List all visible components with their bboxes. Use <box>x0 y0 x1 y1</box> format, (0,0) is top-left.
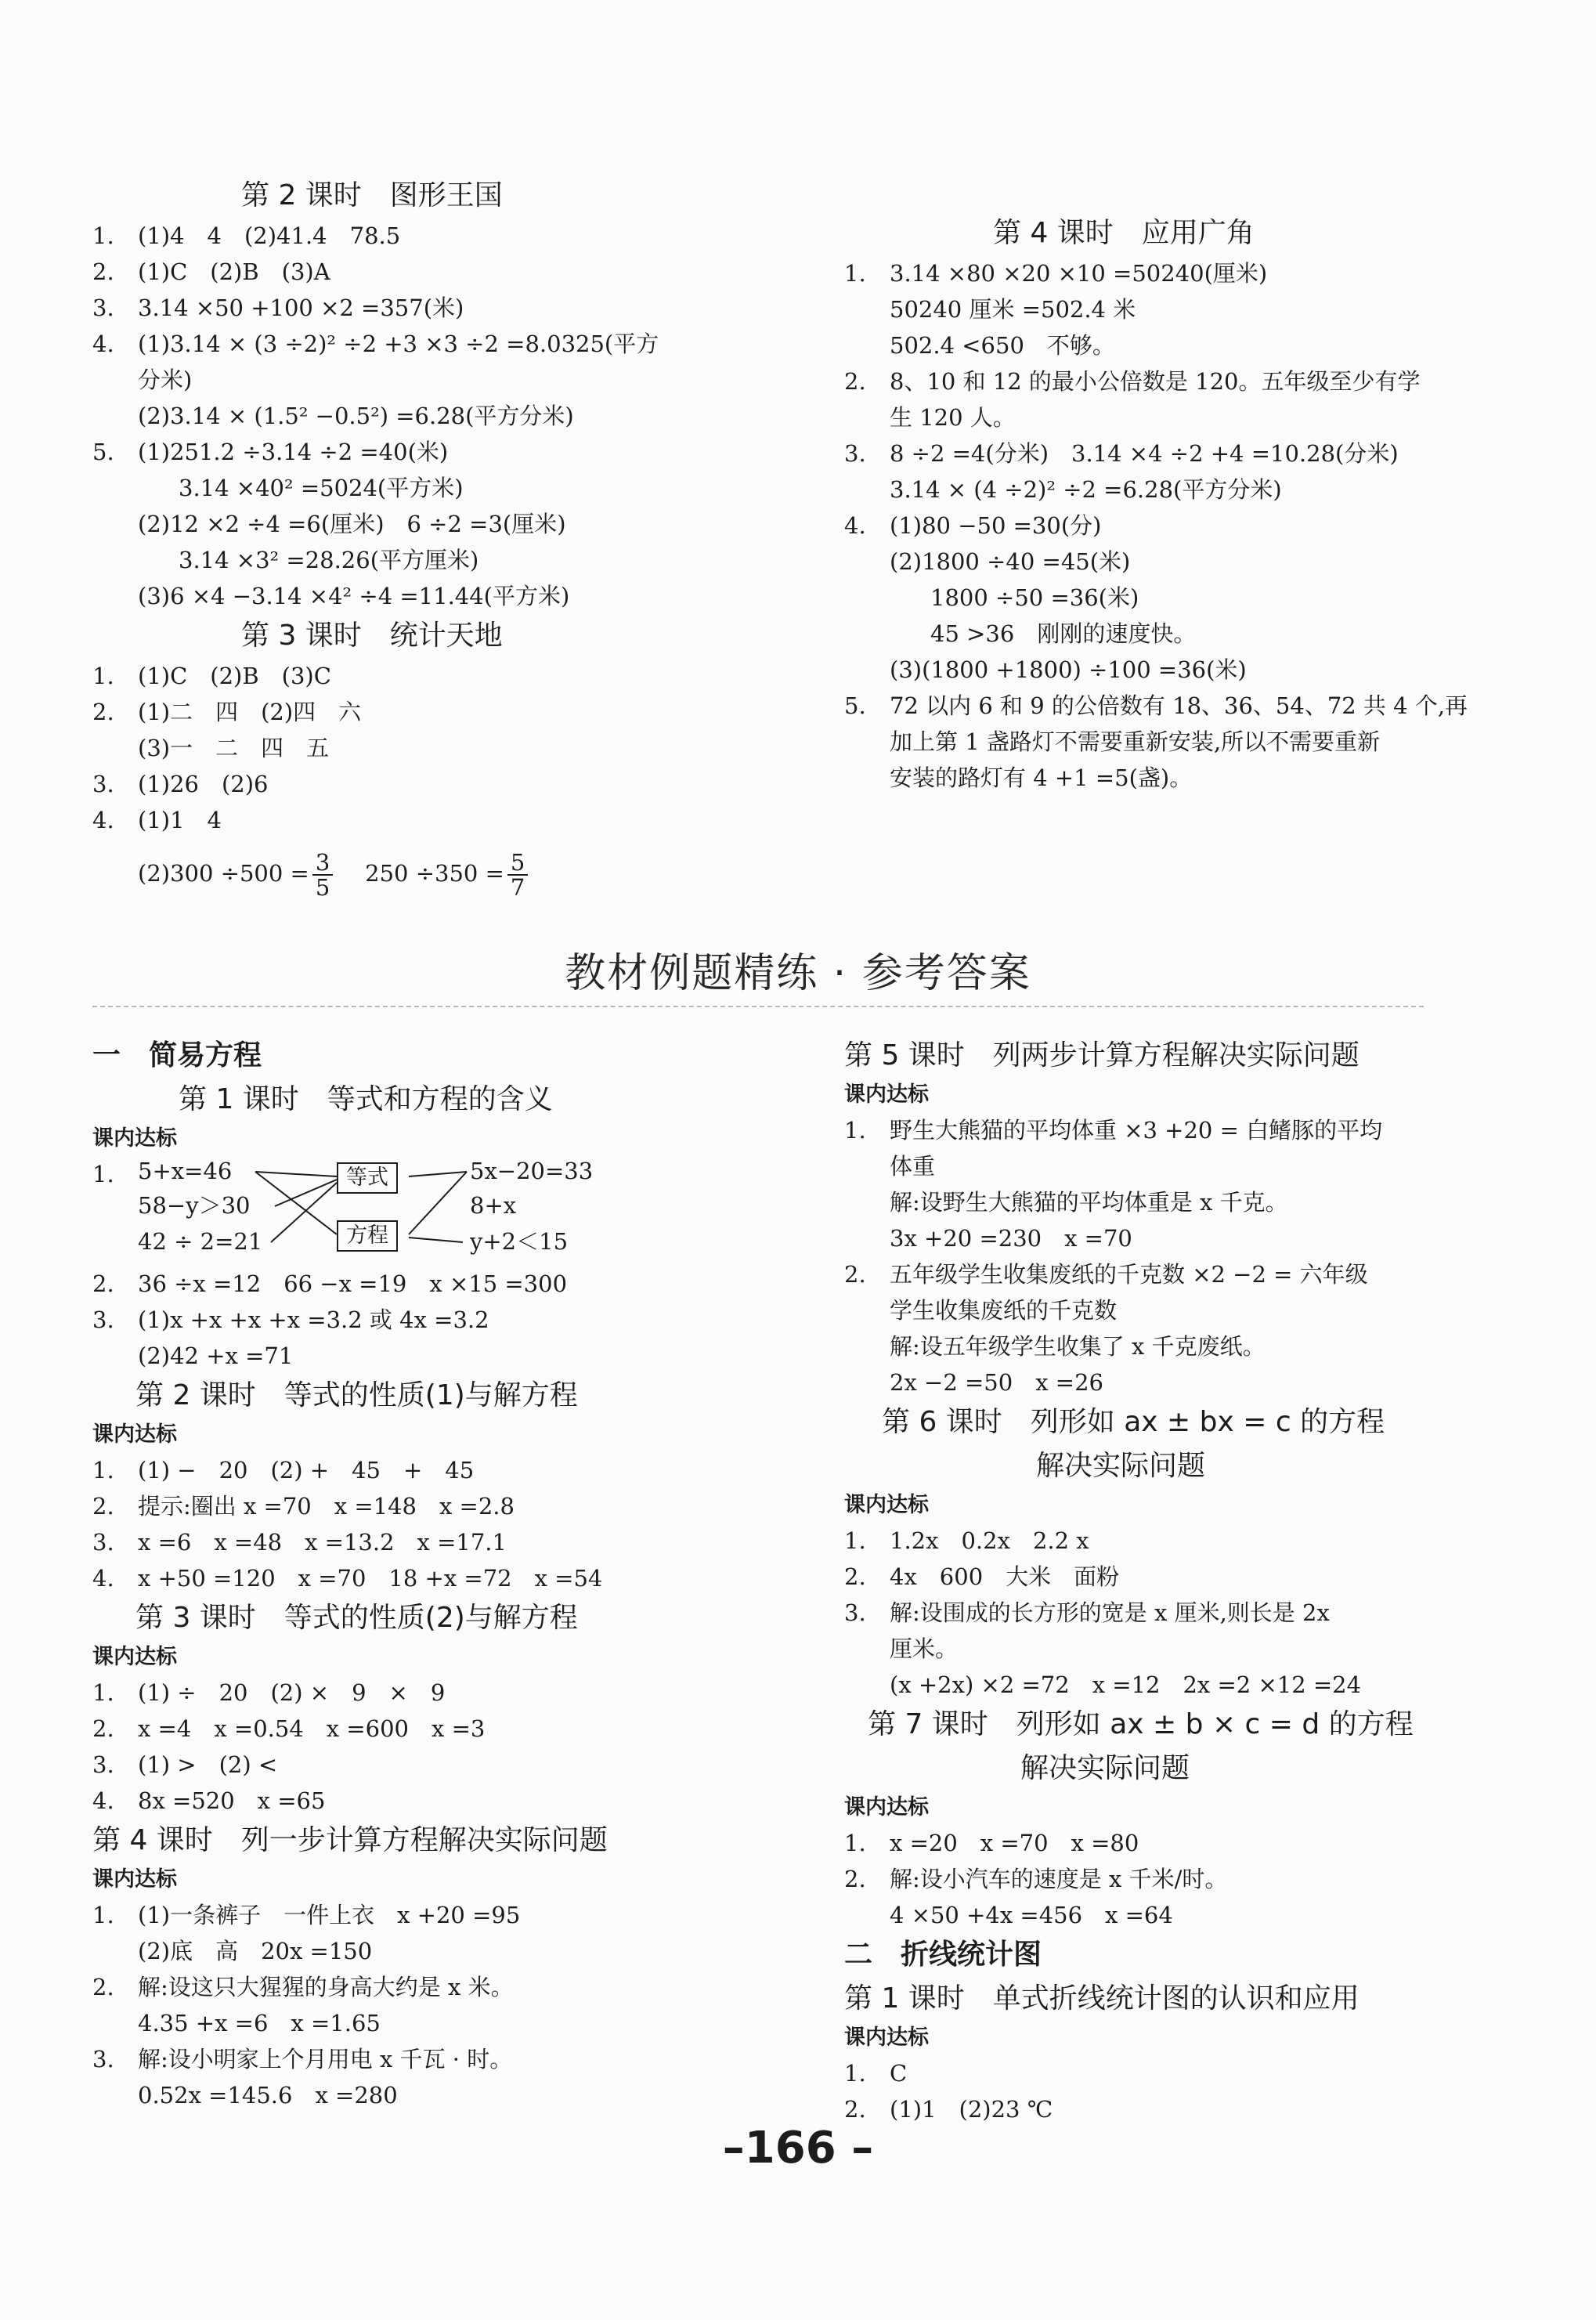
fraction: $\frac{5}{7}$ <box>507 851 528 899</box>
item-number: 5. <box>844 692 866 719</box>
page-number: –166 – <box>722 2123 874 2174</box>
answer-text: 2x −2 =50 x =26 <box>890 1369 1103 1396</box>
lesson-title: 第 3 课时 等式的性质(2)与解方程 <box>135 1602 578 1634</box>
answer-text: 解:设野生大熊猫的平均体重是 x 千克。 <box>890 1189 1288 1216</box>
answer-line <box>92 2041 782 2077</box>
top-left-column <box>92 174 735 909</box>
answer-text: (2)底 高 20x =150 <box>138 1938 373 1964</box>
answer-text: (1)x +x +x +x =3.2 或 4x =3.2 <box>138 1306 489 1333</box>
answer-list <box>92 1266 782 1374</box>
answer-text: (1)80 −50 =30(分) <box>890 512 1102 539</box>
answer-line <box>92 766 735 802</box>
answer-line <box>844 1220 1518 1256</box>
item-number: 3. <box>844 1599 866 1626</box>
answer-text: 0.52x =145.6 x =280 <box>138 2082 398 2109</box>
item-number: 1. <box>844 2060 866 2087</box>
answer-line <box>844 2055 1518 2091</box>
item-number: 3. <box>92 2046 114 2072</box>
answer-line <box>92 1783 782 1819</box>
answer-text: (1) > (2) < <box>138 1751 278 1778</box>
answer-line <box>92 1302 782 1338</box>
item-number: 1. <box>92 663 114 689</box>
answer-text: (1)C (2)B (3)A <box>138 258 330 285</box>
subheading: 课内达标 <box>844 1795 929 1820</box>
item-number: 1. <box>92 1679 114 1706</box>
answer-line <box>92 1266 782 1302</box>
left-item: 42 ÷ 2=21 <box>138 1228 263 1255</box>
answer-text: 1.2x 0.2x 2.2 x <box>890 1527 1089 1554</box>
answer-line <box>844 1328 1518 1364</box>
answer-line <box>844 327 1502 363</box>
answer-list <box>844 1825 1518 1933</box>
answer-text: 3x +20 =230 x =70 <box>890 1225 1132 1252</box>
answer-text: 五年级学生收集废纸的千克数 ×2 −2 = 六年级 <box>890 1261 1368 1288</box>
answer-text: (1)3.14 × (3 ÷2)² ÷2 +3 ×3 ÷2 =8.0325(平方 <box>138 331 659 357</box>
answer-line <box>844 435 1502 472</box>
answer-line <box>844 1595 1518 1631</box>
answer-text: 解:设小明家上个月用电 x 千瓦 · 时。 <box>138 2046 513 2072</box>
answer-line <box>844 1825 1518 1861</box>
answer-line <box>92 2005 782 2041</box>
answer-text: 生 120 人。 <box>890 404 1016 431</box>
answer-line <box>92 1711 782 1747</box>
item-number: 4. <box>92 331 114 357</box>
answer-text: 野生大熊猫的平均体重 ×3 +20 = 白鳍豚的平均 <box>890 1117 1383 1144</box>
answer-line <box>844 1897 1518 1933</box>
item-number: 4. <box>92 1565 114 1592</box>
lesson-title: 第 5 课时 列两步计算方程解决实际问题 <box>844 1039 1359 1071</box>
answer-text: (1) − 20 (2) + 45 + 45 <box>138 1457 475 1483</box>
right-item: 5x−20=33 <box>470 1158 594 1184</box>
answer-list <box>844 1112 1518 1400</box>
answer-line <box>92 398 735 434</box>
answer-list <box>92 1452 782 1596</box>
item-number: 2. <box>844 1261 866 1288</box>
answer-line <box>844 1148 1518 1184</box>
item-number: 2. <box>844 1563 866 1590</box>
answer-text: 3.14 × (4 ÷2)² ÷2 =6.28(平方分米) <box>890 476 1282 503</box>
chapter-title: 一 简易方程 <box>92 1039 262 1071</box>
answer-text: 厘米。 <box>890 1635 959 1662</box>
answer-line <box>844 544 1502 580</box>
answer-text: 1800 ÷50 =36(米) <box>930 584 1139 611</box>
answer-text: (3)6 ×4 −3.14 ×4² ÷4 =11.44(平方米) <box>138 583 570 609</box>
lesson-title: 第 3 课时 统计天地 <box>241 620 503 652</box>
answer-text: (1)251.2 ÷3.14 ÷2 =40(米) <box>138 439 449 465</box>
answer-line <box>844 1861 1518 1897</box>
answer-line <box>844 652 1502 688</box>
answer-line <box>92 1488 782 1524</box>
answer-line <box>844 580 1502 616</box>
bottom-right-column <box>844 1034 1518 2127</box>
lesson-title: 第 1 课时 单式折线统计图的认识和应用 <box>844 1982 1359 2015</box>
item-number: 2. <box>844 368 866 395</box>
answer-text: 体重 <box>890 1153 936 1180</box>
answer-text: 4 ×50 +4x =456 x =64 <box>890 1902 1173 1928</box>
answer-text: x +50 =120 x =70 18 +x =72 x =54 <box>138 1565 603 1592</box>
lesson-title: 第 6 课时 列形如 ax ± bx = c 的方程 <box>882 1406 1385 1438</box>
chapter-title: 二 折线统计图 <box>844 1939 1042 1971</box>
answer-text: (2)42 +x =71 <box>138 1342 294 1369</box>
left-item: 58−y＞30 <box>138 1192 251 1219</box>
answer-line <box>844 1364 1518 1400</box>
equality-box: 等式 <box>337 1162 398 1194</box>
answer-text: 72 以内 6 和 9 的公倍数有 18、36、54、72 共 4 个,再 <box>890 692 1468 719</box>
item-number: 3. <box>844 440 866 467</box>
answer-line <box>844 508 1502 544</box>
item-number: 1. <box>844 1830 866 1856</box>
answer-text: x =4 x =0.54 x =600 x =3 <box>138 1715 486 1742</box>
answer-list <box>92 218 735 614</box>
answer-line <box>92 802 735 838</box>
answer-text: (1) ÷ 20 (2) × 9 × 9 <box>138 1679 446 1706</box>
answer-line <box>844 363 1502 399</box>
answer-line <box>92 434 735 470</box>
answer-list <box>844 2055 1518 2127</box>
answer-line <box>844 616 1502 652</box>
subheading: 课内达标 <box>92 1867 177 1892</box>
answer-text: 3.14 ×80 ×20 ×10 =50240(厘米) <box>890 260 1268 287</box>
answer-text: 502.4 <650 不够。 <box>890 332 1115 359</box>
answer-text: (3)(1800 +1800) ÷100 =36(米) <box>890 656 1247 683</box>
answer-line <box>844 1112 1518 1148</box>
answer-text: (2)12 ×2 ÷4 =6(厘米) 6 ÷2 =3(厘米) <box>138 511 566 537</box>
answer-line <box>92 1560 782 1596</box>
subheading: 课内达标 <box>92 1126 177 1151</box>
item-number: 1. <box>844 260 866 287</box>
lesson-title: 第 2 课时 图形王国 <box>241 179 503 211</box>
item-number: 2. <box>844 1866 866 1892</box>
item-number: 2. <box>92 1493 114 1520</box>
answer-line <box>844 1559 1518 1595</box>
answer-list <box>844 1523 1518 1703</box>
answer-text: 解:设五年级学生收集了 x 千克废纸。 <box>890 1333 1266 1360</box>
subheading: 课内达标 <box>844 1082 929 1107</box>
answer-line <box>92 362 735 398</box>
answer-line <box>844 399 1502 435</box>
item-number: 2. <box>92 1270 114 1297</box>
answer-text: (2)1800 ÷40 =45(米) <box>890 548 1131 575</box>
answer-text: 8x =520 x =65 <box>138 1787 326 1814</box>
answer-text: 50240 厘米 =502.4 米 <box>890 296 1136 323</box>
answer-line-fraction: (2)300 ÷500 = $\frac{3}{5}$ 250 ÷350 = $\frac{5}{7}$ <box>92 838 735 909</box>
answer-text: 安装的路灯有 4 +1 =5(盏)。 <box>890 764 1193 791</box>
answer-text: 36 ÷x =12 66 −x =19 x ×15 =300 <box>138 1270 568 1297</box>
answer-line <box>844 1667 1518 1703</box>
answer-text: C <box>890 2060 908 2087</box>
answer-text: (1)1 4 <box>138 807 222 833</box>
lesson-title: 第 2 课时 等式的性质(1)与解方程 <box>135 1379 578 1411</box>
section-title: 教材例题精练 · 参考答案 <box>565 950 1031 997</box>
item-number: 4. <box>844 512 866 539</box>
answer-line <box>92 1897 782 1933</box>
item-number: 2. <box>844 2096 866 2123</box>
answer-list <box>92 658 735 838</box>
item-number: 3. <box>92 1529 114 1556</box>
answer-text: (1)4 4 (2)41.4 78.5 <box>138 222 401 249</box>
answer-line <box>844 688 1502 724</box>
left-item: 5+x=46 <box>138 1158 233 1184</box>
answer-text: 分米) <box>138 367 193 393</box>
answer-text: 8 ÷2 =4(分米) 3.14 ×4 ÷2 +4 =10.28(分米) <box>890 440 1399 467</box>
answer-line <box>844 1292 1518 1328</box>
item-number: 1. <box>844 1527 866 1554</box>
answer-text: x =20 x =70 x =80 <box>890 1830 1139 1856</box>
item-number: 2. <box>92 1715 114 1742</box>
lesson-title: 第 7 课时 列形如 ax ± b × c = d 的方程 <box>868 1708 1414 1740</box>
answer-line <box>844 1256 1518 1292</box>
equation-box: 方程 <box>337 1220 398 1252</box>
item-number: 1. <box>844 1117 866 1144</box>
answer-text: 4.35 +x =6 x =1.65 <box>138 2010 381 2036</box>
answer-text: 加上第 1 盏路灯不需要重新安装,所以不需要重新 <box>890 728 1381 755</box>
item-number: 2. <box>92 258 114 285</box>
answer-line <box>92 694 735 730</box>
right-item: 8+x <box>470 1192 517 1219</box>
answer-text: 3.14 ×3² =28.26(平方厘米) <box>179 547 479 573</box>
lesson-title: 第 4 课时 列一步计算方程解决实际问题 <box>92 1824 608 1856</box>
answer-line <box>92 1338 782 1374</box>
answer-line <box>92 1452 782 1488</box>
answer-text: 解:设小汽车的速度是 x 千米/时。 <box>890 1866 1228 1892</box>
answer-text: (1)二 四 (2)四 六 <box>138 699 362 725</box>
item-number: 4. <box>92 807 114 833</box>
answer-line <box>92 578 735 614</box>
item-number: 5. <box>92 439 114 465</box>
answer-list <box>92 1897 782 2113</box>
answer-text: 3.14 ×40² =5024(平方米) <box>179 475 464 501</box>
subheading: 课内达标 <box>92 1645 177 1669</box>
item-number: 1. <box>92 222 114 249</box>
answer-text: (1)1 (2)23 ℃ <box>890 2096 1053 2123</box>
answer-line <box>92 506 735 542</box>
answer-text: (x +2x) ×2 =72 x =12 2x =2 ×12 =24 <box>890 1671 1362 1698</box>
answer-line <box>92 1675 782 1711</box>
answer-line <box>92 254 735 290</box>
item-number: 3. <box>92 1751 114 1778</box>
answer-line <box>92 470 735 506</box>
answer-line <box>92 290 735 326</box>
answer-line <box>844 1184 1518 1220</box>
answer-line <box>92 658 735 694</box>
answer-line <box>92 218 735 254</box>
answer-line <box>844 724 1502 760</box>
answer-text: (1)C (2)B (3)C <box>138 663 331 689</box>
subheading: 课内达标 <box>844 1493 929 1517</box>
lesson-title: 第 4 课时 应用广角 <box>993 217 1255 249</box>
item-number: 3. <box>92 1306 114 1333</box>
item-number: 1. <box>92 1902 114 1928</box>
subheading: 课内达标 <box>92 1422 177 1447</box>
answer-text: (2)3.14 × (1.5² −0.5²) =6.28(平方分米) <box>138 403 574 429</box>
answer-line <box>92 2077 782 2113</box>
dashed-divider <box>92 1006 1424 1007</box>
answer-text: 学生收集废纸的千克数 <box>890 1297 1118 1324</box>
answer-line <box>92 1524 782 1560</box>
answer-text: (3)一 二 四 五 <box>138 735 330 761</box>
answer-list <box>92 1675 782 1819</box>
item-number: 2. <box>92 699 114 725</box>
answer-text: x =6 x =48 x =13.2 x =17.1 <box>138 1529 507 1556</box>
answer-line <box>844 1631 1518 1667</box>
answer-text: (1)一条裤子 一件上衣 x +20 =95 <box>138 1902 521 1928</box>
answer-line <box>844 291 1502 327</box>
answer-line <box>844 472 1502 508</box>
answer-text: 解:设这只大猩猩的身高大约是 x 米。 <box>138 1974 514 2000</box>
answer-line <box>92 1747 782 1783</box>
answer-line <box>92 326 735 362</box>
right-item: y+2＜15 <box>470 1228 569 1255</box>
answer-text: 4x 600 大米 面粉 <box>890 1563 1120 1590</box>
item-number: 1. <box>92 1457 114 1483</box>
matching-diagram <box>138 1156 782 1266</box>
item-number: 4. <box>92 1787 114 1814</box>
top-right-column <box>844 211 1502 796</box>
lesson-title-cont: 解决实际问题 <box>1036 1450 1206 1482</box>
item-number: 2. <box>92 1974 114 2000</box>
answer-line <box>92 1933 782 1969</box>
answer-line <box>844 1523 1518 1559</box>
answer-line <box>92 730 735 766</box>
answer-line <box>92 1969 782 2005</box>
bottom-left-column <box>92 1034 782 2113</box>
answer-line <box>92 542 735 578</box>
answer-text: 3.14 ×50 +100 ×2 =357(米) <box>138 295 464 321</box>
item-number: 3. <box>92 295 114 321</box>
item-number: 3. <box>92 771 114 797</box>
matching-diagram-row: 1. 5+x=46 58−y＞30 42 ÷ 2=21 等式 方程 5x−20=33 8+x y+2＜15 <box>92 1156 782 1266</box>
answer-text: 提示:圈出 x =70 x =148 x =2.8 <box>138 1493 515 1520</box>
lesson-title: 第 1 课时 等式和方程的含义 <box>179 1083 553 1115</box>
answer-text: 解:设围成的长方形的宽是 x 厘米,则长是 2x <box>890 1599 1330 1626</box>
answer-line <box>844 760 1502 796</box>
fraction: $\frac{3}{5}$ <box>312 851 333 899</box>
answer-text: 45 >36 刚刚的速度快。 <box>930 620 1197 647</box>
lesson-title-cont: 解决实际问题 <box>1020 1752 1190 1784</box>
subheading: 课内达标 <box>844 2025 929 2050</box>
answer-list <box>844 255 1502 796</box>
answer-text: 8、10 和 12 的最小公倍数是 120。五年级至少有学 <box>890 368 1421 395</box>
answer-line <box>844 255 1502 291</box>
answer-text: (1)26 (2)6 <box>138 771 269 797</box>
